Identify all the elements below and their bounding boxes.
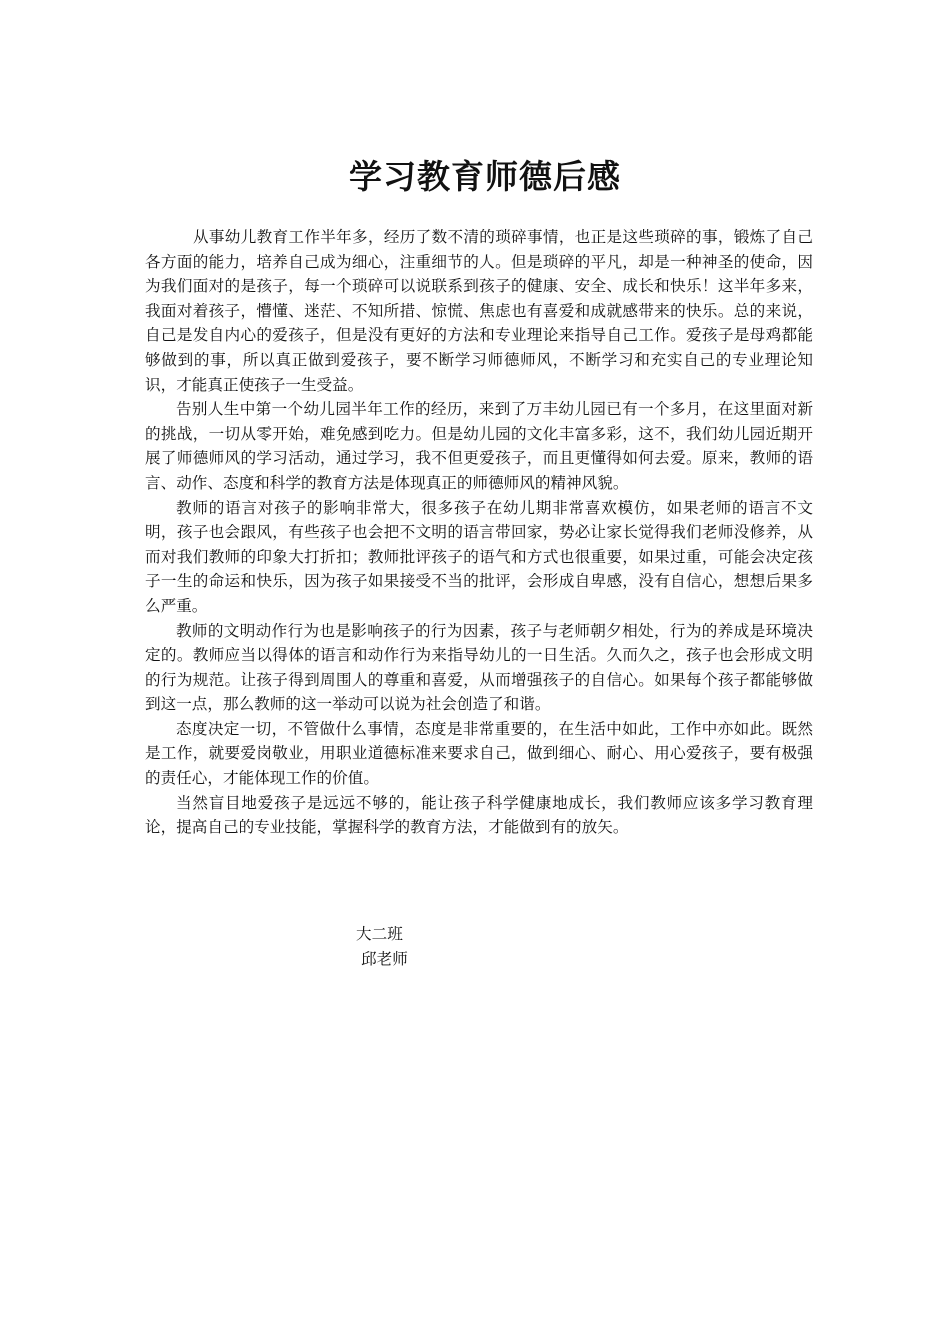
document-body (145, 225, 813, 840)
signature-block (356, 922, 408, 972)
signature-teacher: 邱老师 (361, 950, 408, 968)
document-title: 学习教育师德后感 (349, 157, 621, 196)
paragraph-5: 态度决定一切，不管做什么事情，态度是非常重要的，在生活中如此，工作中亦如此。既然是工作，就要爱岗敬业，用职业道德标准来要求自己，做到细心、耐心、用心爱孩子，要有极强的责任心，才能体现工作的价值。 (145, 719, 813, 788)
paragraph-3: 教师的语言对孩子的影响非常大，很多孩子在幼儿期非常喜欢模仿，如果老师的语言不文明，孩子也会跟风，有些孩子也会把不文明的语言带回家，势必让家长觉得我们老师没修养，从而对我们教师的印象大打折扣；教师批评孩子的语气和方式也很重要，如果过重，可能会决定孩子一生的命运和快乐，因为孩子如果接受不当的批评，会形成自卑感，没有自信心，想想后果多么严重。 (145, 498, 813, 615)
paragraph-2: 告别人生中第一个幼儿园半年工作的经历，来到了万丰幼儿园已有一个多月，在这里面对新的挑战，一切从零开始，难免感到吃力。但是幼儿园的文化丰富多彩，这不，我们幼儿园近期开展了师德师风的学习活动，通过学习，我不但更爱孩子，而且更懂得如何去爱。原来，教师的语言、动作、态度和科学的教育方法是体现真正的师德师风的精神风貌。 (145, 400, 813, 492)
paragraph-4: 教师的文明动作行为也是影响孩子的行为因素，孩子与老师朝夕相处，行为的养成是环境决定的。教师应当以得体的语言和动作行为来指导幼儿的一日生活。久而久之，孩子也会形成文明的行为规范。让孩子得到周围人的尊重和喜爱，从而增强孩子的自信心。如果每个孩子都能够做到这一点，那么教师的这一举动可以说为社会创造了和谐。 (145, 621, 813, 714)
paragraph-1: 从事幼儿教育工作半年多，经历了数不清的琐碎事情，也正是这些琐碎的事，锻炼了自己各方面的能力，培养自己成为细心，注重细节的人。但是琐碎的平凡，却是一种神圣的使命，因为我们面对的是孩子，每一个琐碎可以说联系到孩子的健康、安全、成长和快乐！这半年多来，我面对着孩子，懵懂、迷茫、不知所措、惊慌、焦虑也有喜爱和成就感带来的快乐。总的来说，自己是发自内心的爱孩子，但是没有更好的方法和专业理论来指导自己工作。爱孩子是母鸡都能够做到的事，所以真正做到爱孩子，要不断学习师德师风，不断学习和充实自己的专业理论知识，才能真正使孩子一生受益。 (145, 228, 813, 394)
signature-class: 大二班 (356, 925, 403, 943)
paragraph-6: 当然盲目地爱孩子是远远不够的，能让孩子科学健康地成长，我们教师应该多学习教育理论，提高自己的专业技能，掌握科学的教育方法，才能做到有的放矢。 (145, 793, 813, 837)
